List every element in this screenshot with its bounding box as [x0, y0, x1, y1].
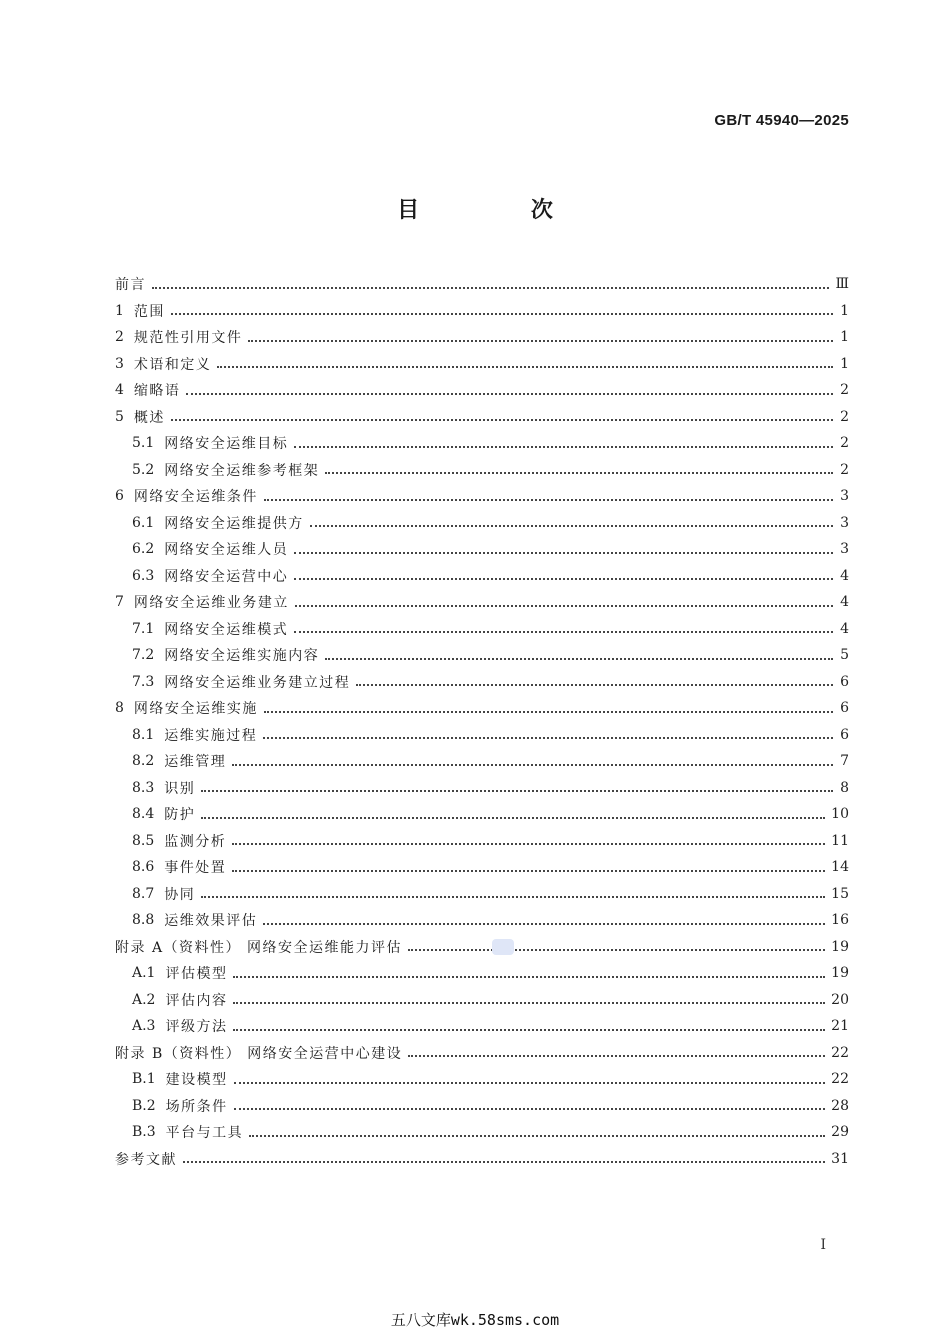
toc-entry-page: 1: [840, 302, 849, 319]
toc-entry[interactable]: [115, 934, 849, 961]
toc-entry-page: 1: [840, 329, 849, 346]
toc-entry-number: 8.3: [132, 779, 155, 796]
toc-dot-leader: [171, 312, 833, 315]
toc-entry-label: 网络安全运营中心: [164, 568, 289, 585]
toc-entry-number: 7.2: [132, 647, 155, 664]
toc-entry[interactable]: [115, 854, 849, 881]
toc-entry[interactable]: [115, 351, 849, 378]
toc-entry-page: 31: [831, 1150, 849, 1167]
standard-code: GB/T 45940—2025: [714, 112, 849, 129]
toc-entry-page: 5: [840, 647, 849, 664]
toc-entry[interactable]: [115, 722, 849, 749]
toc-entry[interactable]: [115, 1146, 849, 1173]
toc-dot-leader: [356, 683, 833, 686]
toc-entry-page: 6: [840, 673, 849, 690]
toc-entry[interactable]: [115, 457, 849, 484]
toc-entry[interactable]: [115, 801, 849, 828]
toc-dot-leader: [325, 657, 833, 660]
toc-entry[interactable]: [115, 536, 849, 563]
toc-entry[interactable]: [115, 510, 849, 537]
toc-entry-page: 28: [831, 1097, 849, 1114]
toc-entry-page: 7: [840, 753, 849, 770]
toc-dot-leader: [408, 1054, 825, 1057]
toc-dot-leader: [264, 710, 833, 713]
toc-entry-page: 22: [831, 1071, 849, 1088]
toc-entry-page: 2: [840, 461, 849, 478]
toc-entry-number: 8.8: [132, 912, 155, 929]
toc-entry-page: 11: [831, 832, 849, 849]
toc-entry-label: 概述: [133, 409, 165, 426]
toc-entry-label: 网络安全运维实施内容: [164, 648, 320, 665]
toc-entry-number: A.1: [132, 965, 156, 982]
toc-entry[interactable]: [115, 881, 849, 908]
toc-dot-leader: [232, 869, 825, 872]
toc-entry-page: 2: [840, 382, 849, 399]
page-number: I: [820, 1237, 826, 1253]
toc-entry[interactable]: [115, 324, 849, 351]
toc-dot-leader: [233, 975, 825, 978]
toc-entry-page: 14: [831, 859, 849, 876]
toc-dot-leader: [152, 286, 829, 289]
toc-entry[interactable]: [115, 1066, 849, 1093]
toc-entry[interactable]: [115, 298, 849, 325]
toc-entry-number: A.3: [132, 1018, 156, 1035]
toc-entry[interactable]: [115, 271, 849, 298]
toc-dot-leader: [249, 1134, 825, 1137]
toc-dot-leader: [310, 524, 833, 527]
toc-entry-label: 事件处置: [164, 860, 227, 877]
toc-entry-number: 4: [115, 382, 124, 399]
toc-entry-number: B.3: [132, 1124, 156, 1141]
toc-entry-number: 8.5: [132, 832, 155, 849]
toc-entry-number: 8.6: [132, 859, 155, 876]
toc-entry-number: B.1: [132, 1071, 156, 1088]
toc-entry[interactable]: [115, 1119, 849, 1146]
toc-entry-page: 15: [831, 885, 849, 902]
toc-dot-leader: [186, 392, 833, 395]
toc-dot-leader: [233, 1001, 825, 1004]
toc-entry-label: 网络安全运维目标: [164, 436, 289, 453]
toc-entry-label: 网络安全运维模式: [164, 621, 289, 638]
toc-entry-number: 8.4: [132, 806, 155, 823]
toc-dot-leader: [294, 445, 833, 448]
toc-entry-page: 2: [840, 435, 849, 452]
toc-entry-page: 19: [831, 965, 849, 982]
toc-entry-label: 平台与工具: [165, 1125, 244, 1142]
toc-entry-number: 6: [115, 488, 124, 505]
toc-entry-label: 网络安全运维人员: [164, 542, 289, 559]
toc-dot-leader: [264, 498, 833, 501]
toc-entry-page: 3: [840, 488, 849, 505]
toc-entry[interactable]: [115, 695, 849, 722]
toc-dot-leader: [248, 339, 833, 342]
toc-entry-page: 6: [840, 700, 849, 717]
toc-dot-leader: [263, 922, 825, 925]
toc-entry-label: 评估模型: [165, 966, 228, 983]
toc-entry[interactable]: [115, 616, 849, 643]
toc-entry-label: 运维实施过程: [164, 727, 258, 744]
toc-entry-number: 6.3: [132, 567, 155, 584]
toc-entry-label: 缩略语: [133, 383, 181, 400]
toc-entry-number: 5: [115, 408, 124, 425]
toc-entry-number: 6.2: [132, 541, 155, 558]
toc-dot-leader: [234, 1081, 826, 1084]
toc-entry-label: 网络安全运维实施: [133, 701, 258, 718]
toc-dot-leader: [294, 551, 833, 554]
toc-entry-page: 1: [840, 355, 849, 372]
toc-entry[interactable]: [115, 1093, 849, 1120]
toc-dot-leader: [171, 418, 833, 421]
toc-entry-number: 8.7: [132, 885, 155, 902]
toc-entry-number: 5.1: [132, 435, 155, 452]
toc-entry[interactable]: [115, 404, 849, 431]
toc-entry-label: 范围: [133, 303, 165, 320]
toc-entry-page: 22: [831, 1044, 849, 1061]
toc-entry-label: 评估内容: [165, 992, 228, 1009]
toc-entry-page: 6: [840, 726, 849, 743]
toc-entry[interactable]: [115, 987, 849, 1014]
toc-entry-page: 2: [840, 408, 849, 425]
toc-entry-page: 21: [831, 1018, 849, 1035]
page-title: 目 次: [397, 198, 605, 223]
toc-entry-number: 8.2: [132, 753, 155, 770]
toc-entry-label: 规范性引用文件: [133, 330, 243, 347]
toc-entry-page: 8: [840, 779, 849, 796]
toc-entry[interactable]: [115, 483, 849, 510]
toc-entry-label: 附录 B（资料性） 网络安全运营中心建设: [115, 1045, 403, 1062]
toc-entry[interactable]: [115, 589, 849, 616]
toc-dot-leader: [263, 736, 833, 739]
toc-entry-label: 建设模型: [165, 1072, 228, 1089]
toc-dot-leader: [233, 1028, 825, 1031]
toc-entry[interactable]: [115, 828, 849, 855]
toc-entry[interactable]: [115, 669, 849, 696]
toc-entry-label: 附录 A（资料性） 网络安全运维能力评估: [115, 939, 403, 956]
toc-entry-number: 5.2: [132, 461, 155, 478]
toc-dot-leader: [234, 1107, 826, 1110]
toc-entry-number: 1: [115, 302, 124, 319]
toc-entry-label: 监测分析: [164, 833, 227, 850]
toc-dot-leader: [232, 842, 825, 845]
toc-entry-label: 网络安全运维参考框架: [164, 462, 320, 479]
toc-entry-label: 术语和定义: [133, 356, 212, 373]
toc-entry-number: 8.1: [132, 726, 155, 743]
toc-entry-label: 网络安全运维业务建立过程: [164, 674, 351, 691]
footer-site-link[interactable]: 五八文库wk.58sms.com: [390, 1311, 560, 1329]
toc-entry-number: 7.3: [132, 673, 155, 690]
toc-entry-label: 协同: [164, 886, 196, 903]
toc-entry-page: 20: [831, 991, 849, 1008]
toc-entry[interactable]: [115, 563, 849, 590]
toc-entry[interactable]: [115, 775, 849, 802]
toc-entry-number: 6.1: [132, 514, 155, 531]
toc-entry-page: Ⅲ: [835, 276, 849, 293]
toc-entry-label: 评级方法: [165, 1019, 228, 1036]
toc-entry[interactable]: [115, 642, 849, 669]
toc-entry-page: 4: [840, 620, 849, 637]
toc-entry-page: 3: [840, 541, 849, 558]
toc-entry-page: 3: [840, 514, 849, 531]
toc-entry[interactable]: [115, 1013, 849, 1040]
toc-dot-leader: [232, 763, 833, 766]
toc-entry-page: 10: [831, 806, 849, 823]
toc-entry-number: 7: [115, 594, 124, 611]
toc-entry-label: 参考文献: [115, 1151, 177, 1168]
toc-entry-number: B.2: [132, 1097, 156, 1114]
toc-entry-page: 29: [831, 1124, 849, 1141]
toc-entry-label: 识别: [164, 780, 196, 797]
toc-entry-page: 4: [840, 594, 849, 611]
toc-entry[interactable]: [115, 377, 849, 404]
toc-dot-leader: [295, 604, 833, 607]
toc-dot-leader: [325, 471, 833, 474]
toc-entry-page: 16: [831, 912, 849, 929]
toc-entry-label: 场所条件: [165, 1098, 228, 1115]
toc-dot-leader: [408, 948, 825, 951]
toc-dot-leader: [201, 895, 825, 898]
toc-dot-leader: [183, 1160, 825, 1163]
toc-entry-label: 网络安全运维业务建立: [133, 595, 289, 612]
toc-entry-number: 7.1: [132, 620, 155, 637]
toc-dot-leader: [217, 365, 833, 368]
toc-dot-leader: [201, 816, 825, 819]
toc-entry-number: 8: [115, 700, 124, 717]
toc-dot-leader: [201, 789, 833, 792]
toc-dot-leader: [294, 577, 833, 580]
watermark-logo-icon: [492, 939, 514, 955]
toc-entry[interactable]: [115, 430, 849, 457]
toc-entry-label: 网络安全运维提供方: [164, 515, 304, 532]
toc-entry-page: 4: [840, 567, 849, 584]
table-of-contents: [115, 271, 849, 1172]
toc-entry[interactable]: [115, 907, 849, 934]
toc-entry[interactable]: [115, 960, 849, 987]
toc-entry-label: 网络安全运维条件: [133, 489, 258, 506]
toc-dot-leader: [294, 630, 833, 633]
toc-entry-label: 前言: [115, 277, 146, 294]
toc-entry-label: 防护: [164, 807, 196, 824]
toc-entry-number: A.2: [132, 991, 156, 1008]
toc-entry[interactable]: [115, 1040, 849, 1067]
toc-entry-label: 运维管理: [164, 754, 227, 771]
toc-entry-page: 19: [831, 938, 849, 955]
toc-entry-number: 3: [115, 355, 124, 372]
toc-entry[interactable]: [115, 748, 849, 775]
toc-entry-label: 运维效果评估: [164, 913, 258, 930]
toc-entry-number: 2: [115, 329, 124, 346]
